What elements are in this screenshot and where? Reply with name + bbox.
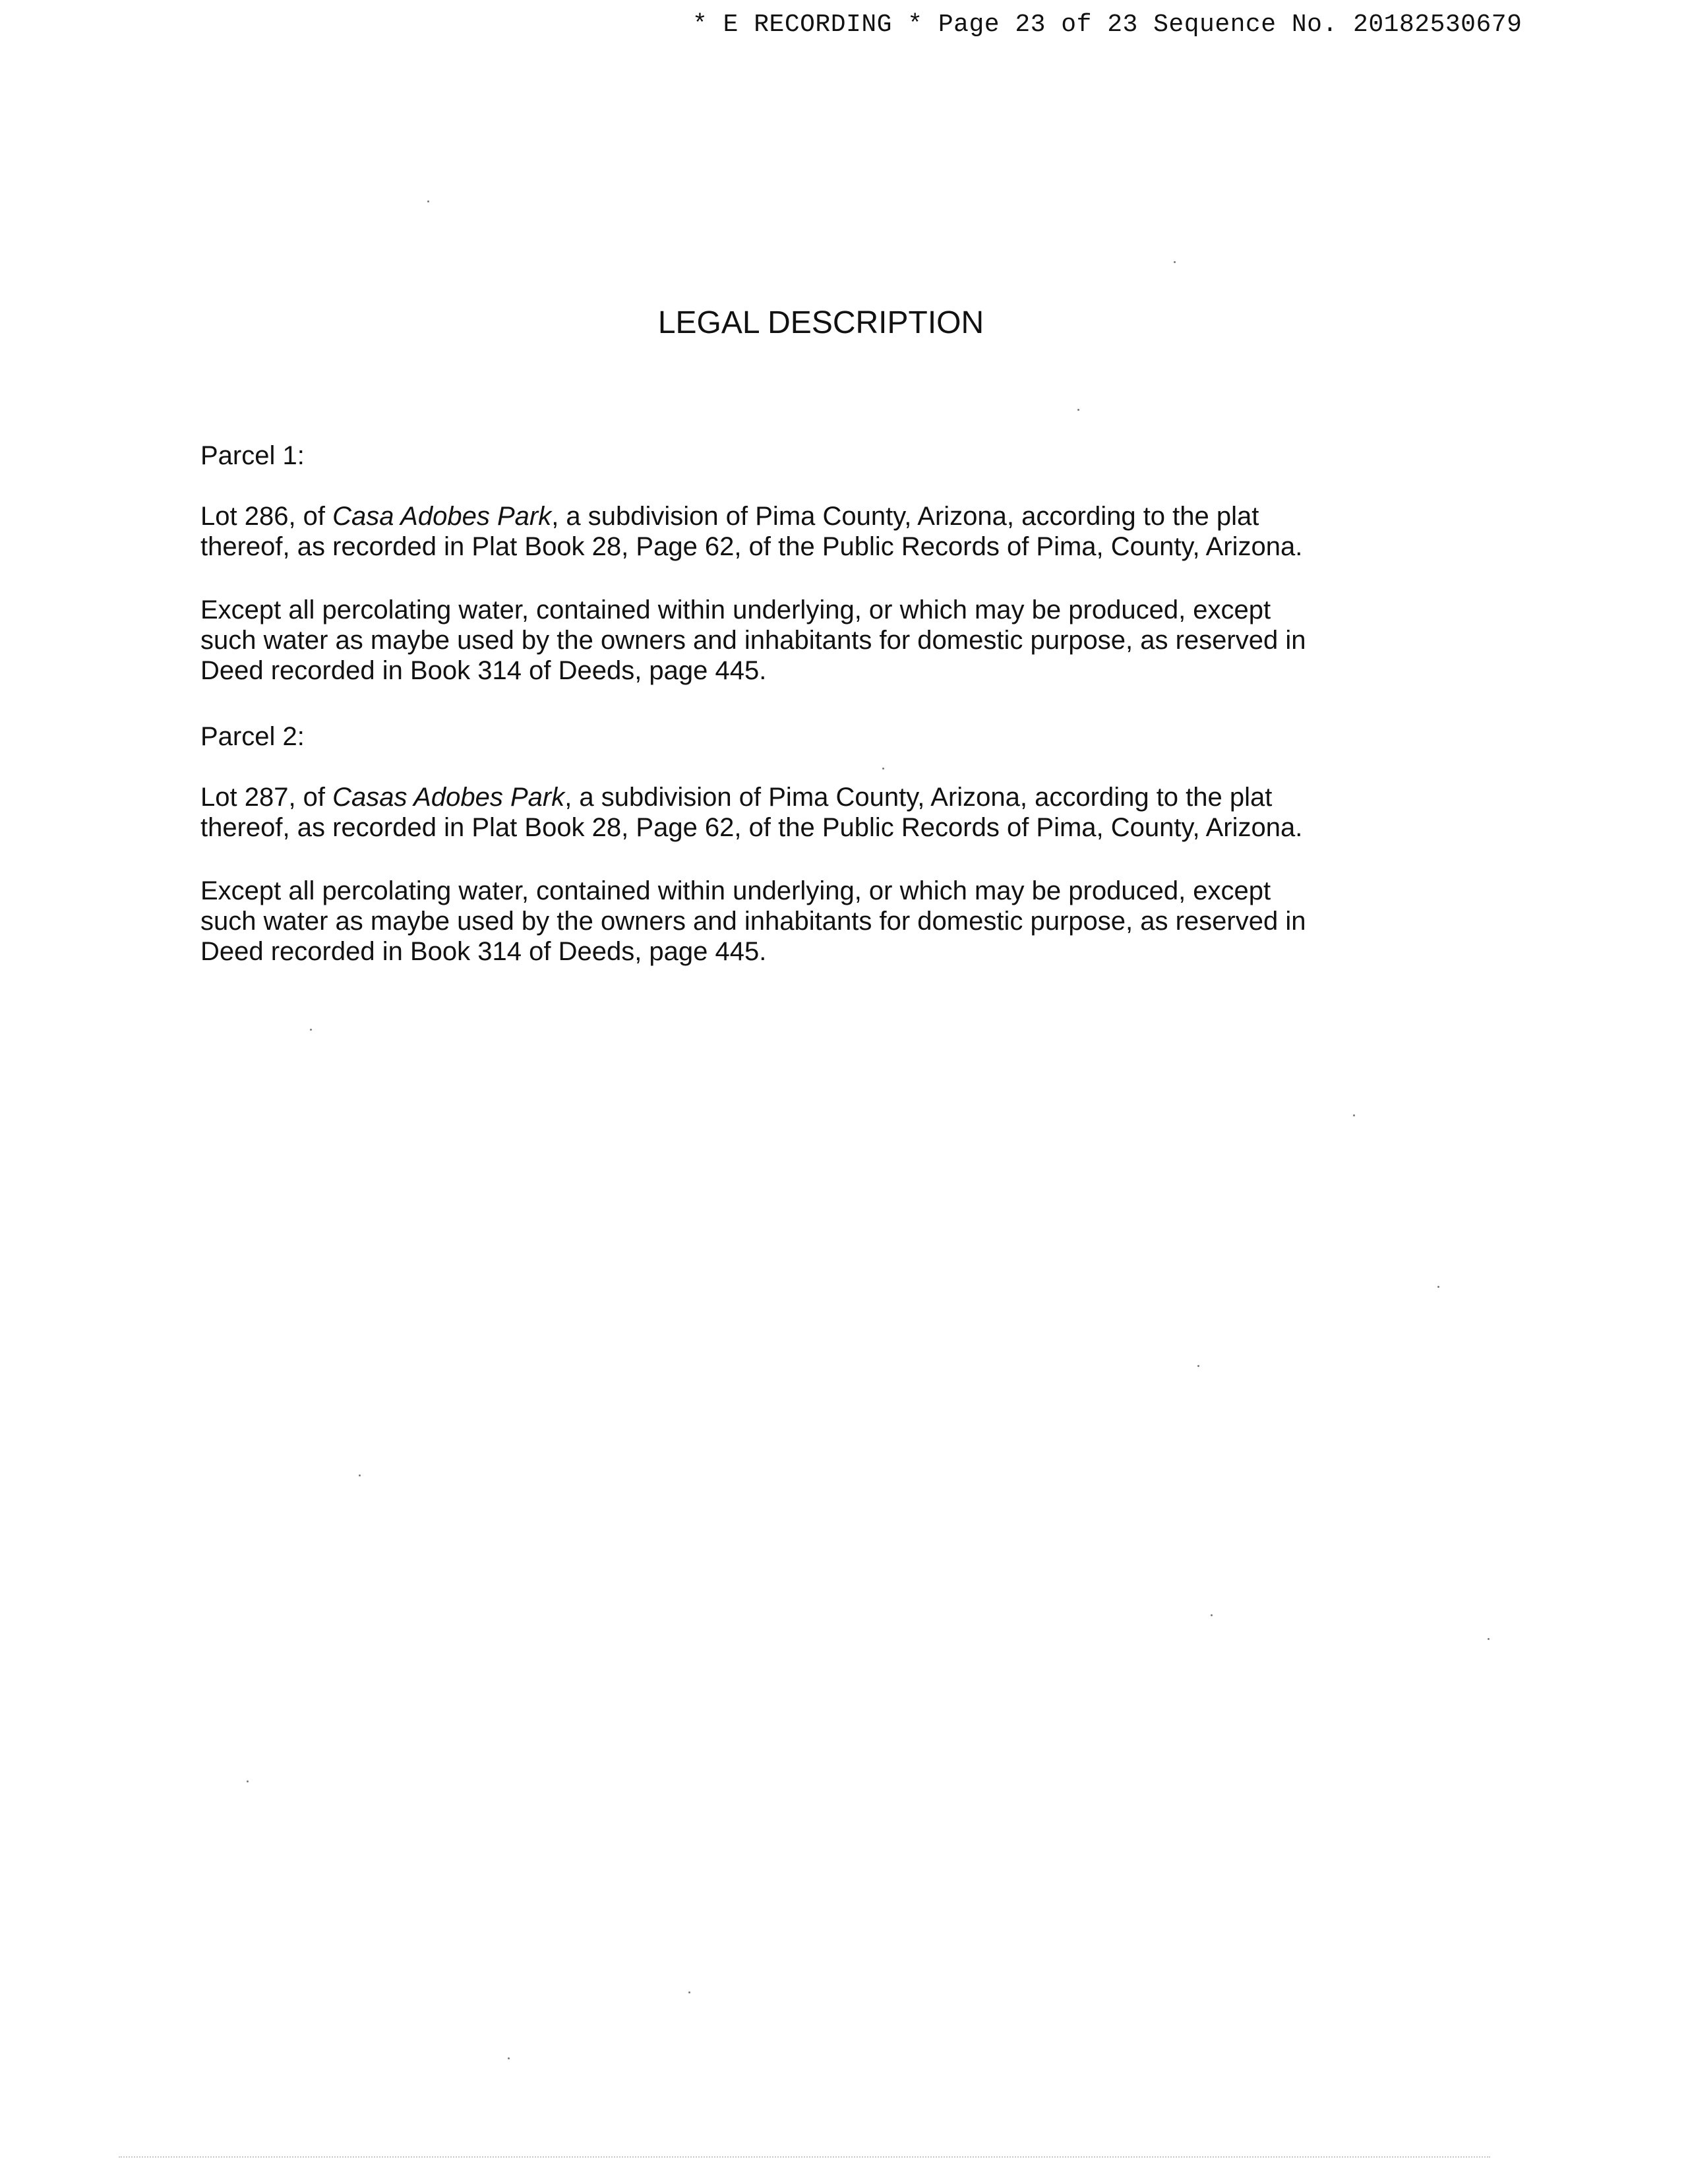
scan-speck [359, 1474, 361, 1476]
parcel-1-lot-description [200, 501, 1302, 562]
scan-speck [1174, 261, 1176, 263]
scan-speck [310, 1029, 312, 1031]
scan-speck [508, 2057, 510, 2059]
parcel-2-lot-pre: Lot 287, of [200, 783, 333, 812]
scan-speck [247, 1780, 249, 1782]
parcel-2-exception-line-3: Deed recorded in Book 314 of Deeds, page 445. [200, 937, 767, 966]
scan-speck [1211, 1614, 1213, 1616]
parcel-1-lot-post: , a subdivision of Pima County, Arizona, according to the plat [551, 502, 1259, 531]
parcel-2-subdivision-name: Casas Adobes Park [332, 783, 565, 812]
scan-speck [1197, 1365, 1199, 1367]
parcel-1-exception-line-3: Deed recorded in Book 314 of Deeds, page 445. [200, 656, 767, 685]
parcel-1-lot-line-2: thereof, as recorded in Plat Book 28, Page 62, of the Public Records of Pima, County, Arizona. [200, 532, 1303, 561]
scan-speck [688, 1991, 690, 1993]
scan-speck [1353, 1114, 1355, 1116]
parcel-2-exception-line-1: Except all percolating water, contained within underlying, or which may be produced, except [200, 876, 1271, 905]
recording-header: * E RECORDING * Page 23 of 23 Sequence No. 20182530679 [692, 11, 1522, 39]
scan-speck [427, 200, 429, 202]
parcel-1-exception-line-1: Except all percolating water, contained within underlying, or which may be produced, except [200, 595, 1271, 624]
parcel-1-lot-line-1 [200, 501, 1302, 531]
parcel-1-lot-pre: Lot 286, of [200, 502, 333, 531]
parcel-2-exception-line-2: such water as maybe used by the owners and inhabitants for domestic purpose, as reserved in [200, 907, 1306, 936]
scan-speck [1437, 1286, 1439, 1288]
parcel-2-lot-line-2: thereof, as recorded in Plat Book 28, Page 62, of the Public Records of Pima, County, Arizona. [200, 813, 1303, 842]
scan-edge-noise [119, 2156, 1490, 2160]
parcel-2-exception [200, 876, 1306, 967]
parcel-1-exception [200, 595, 1306, 686]
parcel-2-heading: Parcel 2: [200, 722, 305, 751]
scan-speck [882, 768, 884, 770]
parcel-2-lot-post: , a subdivision of Pima County, Arizona, according to the plat [564, 783, 1273, 812]
scan-speck [1077, 409, 1079, 411]
parcel-1-subdivision-name: Casa Adobes Park [332, 502, 552, 531]
parcel-2-lot-line-1 [200, 782, 1302, 812]
scan-speck [1488, 1638, 1490, 1640]
document-title: LEGAL DESCRIPTION [657, 305, 984, 340]
parcel-1-heading: Parcel 1: [200, 441, 305, 470]
parcel-2-lot-description [200, 782, 1302, 843]
parcel-1-exception-line-2: such water as maybe used by the owners and inhabitants for domestic purpose, as reserved in [200, 626, 1306, 655]
